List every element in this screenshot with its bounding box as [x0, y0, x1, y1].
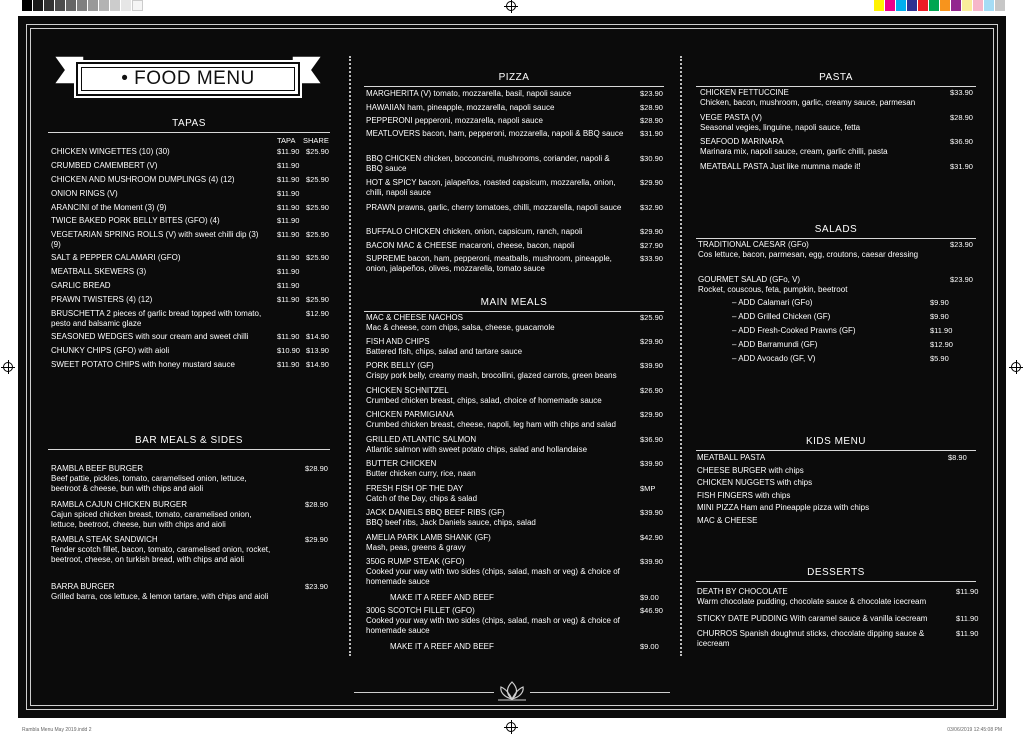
bar-meals-item-desc: Beef pattie, pickles, tomato, caramelised onion, lettuce, beetroot & cheese, bun with chips and aioli [51, 474, 247, 493]
tapas-item-name: CHICKEN AND MUSHROOM DUMPLINGS (4) (12) [51, 175, 235, 184]
kids-menu-item: MEATBALL PASTA [697, 453, 766, 462]
desserts-item-price: $11.90 [956, 614, 979, 623]
kids-menu-price: $8.90 [948, 453, 967, 462]
pasta-item-name: VEGE PASTA (V) [700, 113, 762, 122]
main-meals-item-price: $25.90 [640, 313, 663, 322]
tapas-item-name: GARLIC BREAD [51, 281, 111, 290]
salad-addon-price: $9.90 [930, 298, 949, 307]
pizza-item [366, 203, 628, 213]
main-meals-item-desc: Crumbed chicken breast, cheese, napoli, leg ham with chips and salad [366, 420, 616, 429]
pasta-item-name: SEAFOOD MARINARA [700, 137, 784, 146]
pasta-title: PASTA [696, 72, 976, 87]
pizza-item [366, 241, 628, 251]
pizza-item-name: BBQ CHICKEN chicken, bocconcini, mushrooms, coriander, napoli & BBQ sauce [366, 154, 610, 173]
bar-meals-item-price: $23.90 [305, 582, 328, 591]
tapas-head-tapa: TAPA [277, 136, 296, 145]
main-meals-item [366, 606, 630, 636]
tapas-head-share: SHARE [303, 136, 329, 145]
column-divider-left [349, 56, 351, 656]
main-meals-item-desc: Cooked your way with two sides (chips, salad, mash or veg) & choice of homemade sauce [366, 567, 620, 586]
tapas-item-name: SEASONED WEDGES with sour cream and sweet chilli [51, 332, 249, 341]
main-meals-item [366, 484, 630, 504]
main-meals-item [366, 386, 630, 406]
main-meals-item-price: $39.90 [640, 508, 663, 517]
salad-addon-name: – ADD Calamari (GFo) [732, 298, 813, 307]
salad-addon-price: $11.90 [930, 326, 953, 335]
salads-item [698, 240, 938, 260]
pizza-item-price: $31.90 [640, 129, 663, 138]
bar-meals-item [51, 582, 271, 602]
salad-addon-price: $12.90 [930, 340, 953, 349]
main-meals-item-name: BUTTER CHICKEN [366, 459, 437, 468]
menu-board [18, 16, 1006, 718]
pizza-item [366, 227, 628, 237]
pizza-title: PIZZA [364, 72, 664, 87]
tapas-title: TAPAS [48, 118, 330, 133]
desserts-title: DESSERTS [696, 567, 976, 582]
main-meals-item-desc: Crispy pork belly, creamy mash, brocollini, glazed carrots, green beans [366, 371, 617, 380]
bar-meals-item-name: RAMBLA STEAK SANDWICH [51, 535, 158, 544]
food-menu-banner [54, 50, 322, 106]
tapas-item-share-price: $25.90 [306, 295, 329, 304]
main-meals-item [366, 557, 630, 587]
tapas-item-name: TWICE BAKED PORK BELLY BITES (GFO) (4) [51, 216, 220, 225]
tapas-item-name: CRUMBED CAMEMBERT (V) [51, 161, 158, 170]
main-meals-item [366, 459, 630, 479]
desserts-item-name: STICKY DATE PUDDING With caramel sauce & vanilla icecream [697, 614, 928, 623]
desserts-item-name: CHURROS Spanish doughnut sticks, chocolate dipping sauce & icecream [697, 629, 925, 648]
tapas-item-tapa-price: $11.90 [277, 332, 300, 341]
pizza-item [366, 178, 628, 198]
main-meals-item [366, 508, 630, 528]
pizza-item-price: $29.90 [640, 178, 663, 187]
pizza-item-price: $29.90 [640, 227, 663, 236]
bar-meals-item-name: BARRA BURGER [51, 582, 115, 591]
main-meals-item-price: $9.00 [640, 642, 659, 651]
bar-meals-item-price: $28.90 [305, 464, 328, 473]
main-meals-item-price: $39.90 [640, 459, 663, 468]
main-meals-item-price: $42.90 [640, 533, 663, 542]
salads-item-desc: Rocket, couscous, feta, pumpkin, beetroot [698, 285, 848, 294]
salads-title: SALADS [696, 224, 976, 239]
main-meals-item-name: MAKE IT A REEF AND BEEF [390, 642, 494, 651]
tapas-item-share-price: $13.90 [306, 346, 329, 355]
main-meals-item [366, 313, 630, 333]
column-divider-right [680, 56, 682, 656]
salads-item-price: $23.90 [950, 240, 973, 249]
main-meals-item-name: CHICKEN PARMIGIANA [366, 410, 454, 419]
pizza-item-name: SUPREME bacon, ham, pepperoni, meatballs, mushroom, pineapple, onion, jalapeños, olives, mozzarella, tomato sauce [366, 254, 612, 273]
footer-left-text: Rambla Menu May 2019.indd 2 [22, 727, 92, 733]
pizza-item [366, 116, 628, 126]
main-meals-item-name: FISH AND CHIPS [366, 337, 430, 346]
tapas-item-share-price: $25.90 [306, 203, 329, 212]
main-meals-item-name: AMELIA PARK LAMB SHANK (GF) [366, 533, 491, 542]
tapas-item-tapa-price: $11.90 [277, 175, 300, 184]
registration-mark-bottom [506, 722, 516, 732]
tapas-item-tapa-price: $11.90 [277, 161, 300, 170]
tapas-item-share-price: $14.90 [306, 332, 329, 341]
tapas-item-share-price: $14.90 [306, 360, 329, 369]
main-meals-title: MAIN MEALS [364, 297, 664, 312]
kids-menu-item: CHICKEN NUGGETS with chips [697, 478, 813, 487]
pizza-item-price: $28.90 [640, 116, 663, 125]
main-meals-item [366, 593, 630, 603]
main-meals-item-price: $29.90 [640, 337, 663, 346]
gray-swatch-strip [22, 0, 143, 11]
pasta-item-desc: Marinara mix, napoli sauce, cream, garlic chilli, pasta [700, 147, 888, 156]
tapas-item-name: MEATBALL SKEWERS (3) [51, 267, 147, 276]
pizza-item-name: HAWAIIAN ham, pineapple, mozzarella, napoli sauce [366, 103, 555, 112]
main-meals-item-price: $9.00 [640, 593, 659, 602]
kids-menu-item: MINI PIZZA Ham and Pineapple pizza with chips [697, 503, 870, 512]
pizza-item-price: $28.90 [640, 103, 663, 112]
salads-item-price: $23.90 [950, 275, 973, 284]
salad-addon-price: $5.90 [930, 354, 949, 363]
main-meals-item-name: MAC & CHEESE NACHOS [366, 313, 463, 322]
main-meals-item [366, 435, 630, 455]
salads-item-name: TRADITIONAL CAESAR (GFo) [698, 240, 809, 249]
pasta-item-price: $31.90 [950, 162, 973, 171]
pasta-item-desc: Chicken, bacon, mushroom, garlic, creamy sauce, parmesan [700, 98, 916, 107]
banner-box [76, 62, 300, 96]
tapas-item-name: VEGETARIAN SPRING ROLLS (V) with sweet chilli dip (3) (9) [51, 230, 259, 249]
pizza-item-name: BACON MAC & CHEESE macaroni, cheese, bacon, napoli [366, 241, 575, 250]
main-meals-item [366, 337, 630, 357]
tapas-item-name: SWEET POTATO CHIPS with honey mustard sauce [51, 360, 235, 369]
kids-menu-title: KIDS MENU [696, 436, 976, 451]
salads-item [698, 275, 938, 295]
desserts-item-name: DEATH BY CHOCOLATE [697, 587, 788, 596]
pizza-item [366, 154, 628, 174]
pizza-item-name: MARGHERITA (V) tomato, mozzarella, basil, napoli sauce [366, 89, 572, 98]
desserts-item [697, 587, 943, 607]
pizza-item-name: BUFFALO CHICKEN chicken, onion, capsicum, ranch, napoli [366, 227, 583, 236]
bar-meals-item-desc: Tender scotch fillet, bacon, tomato, caramelised onion, rocket, beetroot, cheese, on turkish bread, with chips and aioli [51, 545, 271, 564]
main-meals-item-name: MAKE IT A REEF AND BEEF [390, 593, 494, 602]
bar-meals-item-name: RAMBLA CAJUN CHICKEN BURGER [51, 500, 188, 509]
food-menu-title: • FOOD MENU [81, 67, 295, 91]
main-meals-item [366, 410, 630, 430]
salad-addon-name: – ADD Grilled Chicken (GF) [732, 312, 831, 321]
desserts-item-desc: Warm chocolate pudding, chocolate sauce & chocolate icecream [697, 597, 927, 606]
pizza-item [366, 254, 628, 274]
pizza-item [366, 129, 628, 139]
bar-meals-item-price: $29.90 [305, 535, 328, 544]
main-meals-item-price: $MP [640, 484, 656, 493]
pasta-item-name: CHICKEN FETTUCCINE [700, 88, 789, 97]
pasta-item [700, 113, 940, 133]
pizza-item-name: PEPPERONI pepperoni, mozzarella, napoli sauce [366, 116, 543, 125]
main-meals-item-price: $29.90 [640, 410, 663, 419]
tapas-item-tapa-price: $11.90 [277, 189, 300, 198]
kids-menu-item: CHEESE BURGER with chips [697, 465, 804, 475]
pizza-item-name: PRAWN prawns, garlic, cherry tomatoes, chilli, mozzarella, napoli sauce [366, 203, 622, 212]
tapas-item-share-price: $25.90 [306, 147, 329, 156]
pizza-item-price: $23.90 [640, 89, 663, 98]
tapas-item-name: CHUNKY CHIPS (GFO) with aioli [51, 346, 170, 355]
registration-mark-right [1011, 362, 1021, 372]
tapas-item-name: BRUSCHETTA 2 pieces of garlic bread topped with tomato, pesto and balsamic glaze [51, 309, 262, 328]
main-meals-item-desc: Mash, peas, greens & gravy [366, 543, 466, 552]
main-meals-item-name: PORK BELLY (GF) [366, 361, 434, 370]
main-meals-item-desc: Crumbed chicken breast, chips, salad, choice of homemade sauce [366, 396, 602, 405]
tapas-item-tapa-price: $11.90 [277, 281, 300, 290]
main-meals-item [366, 533, 630, 553]
registration-mark-top [506, 1, 516, 11]
main-meals-item-name: GRILLED ATLANTIC SALMON [366, 435, 477, 444]
ornament-line-left [354, 692, 494, 693]
salad-addon-name: – ADD Avocado (GF, V) [732, 354, 816, 363]
salad-addon-name: – ADD Fresh-Cooked Prawns (GF) [732, 326, 856, 335]
pasta-item [700, 137, 940, 157]
main-meals-item-name: 350G RUMP STEAK (GFO) [366, 557, 465, 566]
bar-meals-item [51, 464, 271, 494]
main-meals-item-name: JACK DANIELS BBQ BEEF RIBS (GF) [366, 508, 505, 517]
salads-item-desc: Cos lettuce, bacon, parmesan, egg, croutons, caesar dressing [698, 250, 919, 259]
desserts-item [697, 629, 943, 649]
main-meals-item-desc: Battered fish, chips, salad and tartare sauce [366, 347, 523, 356]
desserts-item-price: $11.90 [956, 629, 979, 638]
bar-meals-item-price: $28.90 [305, 500, 328, 509]
bar-meals-item-desc: Grilled barra, cos lettuce, & lemon tartare, with chips and aioli [51, 592, 269, 601]
tapas-item-share-price: $25.90 [306, 253, 329, 262]
tapas-item-tapa-price: $11.90 [277, 147, 300, 156]
pizza-item-price: $27.90 [640, 241, 663, 250]
main-meals-item-price: $36.90 [640, 435, 663, 444]
pasta-item-name: MEATBALL PASTA Just like mumma made it! [700, 162, 861, 171]
tapas-item-name: CHICKEN WINGETTES (10) (30) [51, 147, 170, 156]
salad-addon-name: – ADD Barramundi (GF) [732, 340, 818, 349]
desserts-item-price: $11.90 [956, 587, 979, 596]
tapas-item-share-price: $25.90 [306, 175, 329, 184]
main-meals-item-price: $39.90 [640, 361, 663, 370]
pizza-item [366, 103, 628, 113]
footer-right-text: 03/06/2019 12:45:08 PM [947, 727, 1002, 733]
desserts-item [697, 614, 943, 624]
main-meals-item-desc: Catch of the Day, chips & salad [366, 494, 478, 503]
main-meals-item-desc: Cooked your way with two sides (chips, salad, mash or veg) & choice of homemade sauce [366, 616, 620, 635]
main-meals-item-desc: Mac & cheese, corn chips, salsa, cheese, guacamole [366, 323, 555, 332]
tapas-item-share-price: $12.90 [306, 309, 329, 318]
tapas-item-share-price: $25.90 [306, 230, 329, 239]
pizza-item-price: $32.90 [640, 203, 663, 212]
pizza-item-name: MEATLOVERS bacon, ham, pepperoni, mozzarella, napoli & BBQ sauce [366, 129, 624, 138]
main-meals-item-name: 300G SCOTCH FILLET (GFO) [366, 606, 475, 615]
pasta-item-price: $28.90 [950, 113, 973, 122]
salad-addon-price: $9.90 [930, 312, 949, 321]
tapas-item-tapa-price: $11.90 [277, 253, 300, 262]
bar-meals-item [51, 500, 271, 530]
pizza-item-name: HOT & SPICY bacon, jalapeños, roasted capsicum, mozzarella, onion, chilli, napoli sauce [366, 178, 616, 197]
main-meals-item-name: FRESH FISH OF THE DAY [366, 484, 464, 493]
bar-meals-item-name: RAMBLA BEEF BURGER [51, 464, 144, 473]
pizza-item [366, 89, 628, 99]
pasta-item-desc: Seasonal vegies, linguine, napoli sauce, fetta [700, 123, 861, 132]
pasta-item [700, 88, 940, 108]
main-meals-item-desc: Atlantic salmon with sweet potato chips, salad and hollandaise [366, 445, 588, 454]
registration-mark-left [3, 362, 13, 372]
bar-meals-item [51, 535, 271, 565]
pizza-item-price: $30.90 [640, 154, 663, 163]
pasta-item-price: $36.90 [950, 137, 973, 146]
main-meals-item-desc: Butter chicken curry, rice, naan [366, 469, 476, 478]
tapas-item-name: SALT & PEPPER CALAMARI (GFO) [51, 253, 181, 262]
main-meals-item-name: CHICKEN SCHNITZEL [366, 386, 449, 395]
tapas-item-tapa-price: $11.90 [277, 216, 300, 225]
main-meals-item-price: $46.90 [640, 606, 663, 615]
tapas-item-tapa-price: $10.90 [277, 346, 300, 355]
main-meals-item [366, 361, 630, 381]
tapas-item-name: ONION RINGS (V) [51, 189, 118, 198]
tapas-item-name: ARANCINI of the Moment (3) (9) [51, 203, 167, 212]
tapas-item-tapa-price: $11.90 [277, 360, 300, 369]
ornament-line-right [530, 692, 670, 693]
bar-meals-item-desc: Cajun spiced chicken breast, tomato, caramelised onion, lettuce, beetroot, cheese, bun with chips and aioli [51, 510, 252, 529]
main-meals-item-price: $26.90 [640, 386, 663, 395]
tapas-item-tapa-price: $11.90 [277, 267, 300, 276]
tapas-item-tapa-price: $11.90 [277, 295, 300, 304]
tapas-item-tapa-price: $11.90 [277, 230, 300, 239]
tapas-item-name: PRAWN TWISTERS (4) (12) [51, 295, 153, 304]
tapas-item-tapa-price: $11.90 [277, 203, 300, 212]
pizza-item-price: $33.90 [640, 254, 663, 263]
bar-meals-title: BAR MEALS & SIDES [48, 435, 330, 450]
lotus-ornament-icon [492, 680, 532, 702]
color-swatch-strip [874, 0, 1006, 11]
kids-menu-item: MAC & CHEESE [697, 515, 758, 525]
kids-menu-item: FISH FINGERS with chips [697, 490, 791, 500]
main-meals-item-price: $39.90 [640, 557, 663, 566]
main-meals-item-desc: BBQ beef ribs, Jack Daniels sauce, chips, salad [366, 518, 536, 527]
salads-item-name: GOURMET SALAD (GFo, V) [698, 275, 801, 284]
pasta-item-price: $33.90 [950, 88, 973, 97]
pasta-item [700, 162, 940, 172]
main-meals-item [366, 642, 630, 652]
